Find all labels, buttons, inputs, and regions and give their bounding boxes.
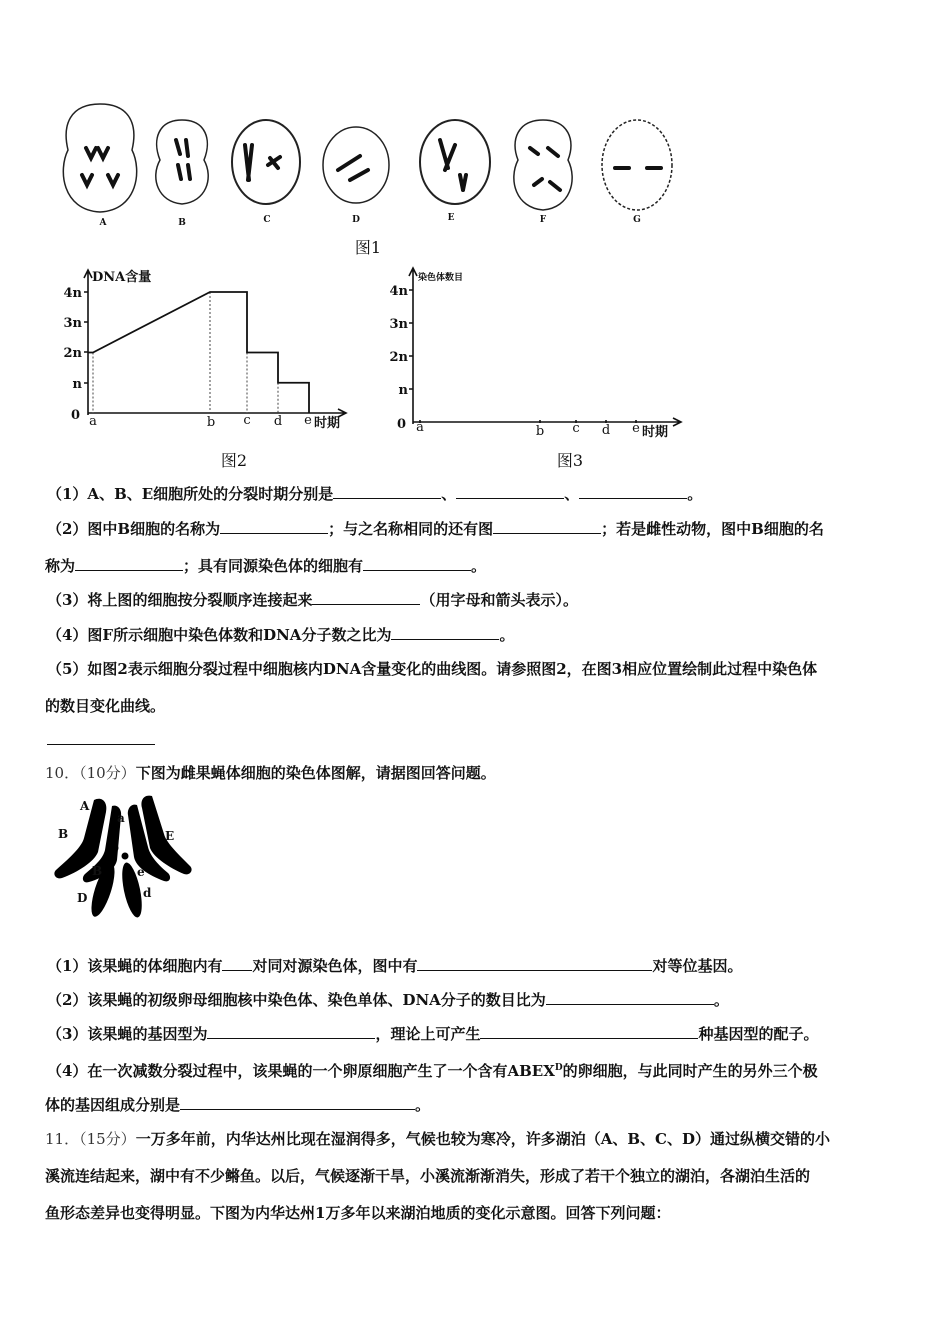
fig3-ytick: 0: [396, 417, 406, 432]
fig2-ytick: 2n: [63, 346, 82, 361]
answer-blank[interactable]: [391, 625, 499, 640]
q9-item-2-cont: 称为 ；具有同源染色体的细胞有 。: [45, 557, 487, 575]
answer-blank[interactable]: [222, 956, 252, 971]
answer-blank[interactable]: [579, 484, 687, 499]
fig2-ytick: n: [72, 377, 82, 392]
q10-item-3: （3）该果蝇的基因型为 ，理论上可产生 种基因型的配子。: [47, 1025, 819, 1043]
cell-label-d: D: [352, 215, 360, 225]
fig3-ytick: n: [398, 383, 408, 398]
gene-label: B: [58, 827, 69, 841]
gene-label: B: [92, 864, 103, 878]
answer-blank[interactable]: [180, 1095, 415, 1110]
q10-item-4: （4）在一次减数分裂过程中，该果蝇的一个卵原细胞产生了一个含有$ABEX^D$的卵细胞，与此同时产生的另外三个极: [47, 1062, 818, 1080]
fig2-xtick: e: [304, 413, 312, 428]
q9-item-1: （1）A、B、E细胞所处的分裂时期分别是 、 、 。: [47, 485, 703, 503]
answer-blank[interactable]: [480, 1024, 698, 1039]
fig3-xtick: b: [535, 424, 545, 439]
q11-line-1: 11．（15分）一万多年前，内华达州比现在湿润得多，气候也较为寒冷，许多湖泊（A、B、C、D）通过纵横交错的小: [45, 1130, 830, 1148]
q9-item-4: （4）图F所示细胞中染色体数和DNA分子数之比为 。: [47, 626, 515, 644]
gene-label: e: [137, 865, 145, 879]
fig3-ytick: 2n: [389, 350, 408, 365]
answer-blank[interactable]: [363, 556, 471, 571]
figure-1-caption: 图1: [354, 238, 382, 257]
fig3-xtick: a: [416, 420, 424, 435]
q10-item-1: （1）该果蝇的体细胞内有 对同对源染色体，图中有 对等位基因。: [47, 957, 743, 975]
figure-2-caption: 图2: [220, 451, 248, 470]
q10-item-2: （2）该果蝇的初级卵母细胞核中染色体、染色单体、DNA分子的数目比为 。: [47, 991, 729, 1009]
fig3-xtick: e: [632, 421, 640, 436]
answer-blank[interactable]: [207, 1024, 375, 1039]
q9-item-5-cont: 的数目变化曲线。: [45, 697, 166, 715]
fig3-xtick: c: [572, 421, 580, 436]
fig2-y-label: DNA含量: [92, 270, 152, 285]
gene-label: A: [80, 799, 90, 813]
answer-blank[interactable]: [456, 484, 564, 499]
fig2-xtick: a: [89, 414, 97, 429]
figure-3-caption: 图3: [556, 451, 584, 470]
gene-label: E: [165, 829, 175, 843]
gene-label: D: [77, 891, 88, 905]
answer-blank[interactable]: [333, 484, 441, 499]
cell-label-b: B: [178, 218, 186, 228]
q9-item-3: （3）将上图的细胞按分裂顺序连接起来 （用字母和箭头表示）。: [47, 591, 578, 609]
q11-line-2: 溪流连结起来，湖中有不少鳉鱼。以后，气候逐渐干旱，小溪流渐渐消失，形成了若干个独立的湖泊，各湖泊生活的: [45, 1167, 811, 1185]
answer-blank[interactable]: [493, 519, 601, 534]
fig2-ytick: 3n: [63, 316, 82, 331]
q10-title: 10．（10分）下图为雌果蝇体细胞的染色体图解，请据图回答问题。: [45, 764, 496, 782]
fig2-xtick: c: [243, 413, 251, 428]
cell-label-a: A: [99, 218, 107, 228]
q10-item-4-cont: 体的基因组成分别是 。: [45, 1096, 431, 1114]
fig2-xtick: b: [206, 415, 216, 430]
gene-label: d: [143, 886, 152, 900]
fig2-x-label: 时期: [314, 416, 341, 431]
cell-label-f: F: [539, 215, 547, 225]
fig3-y-axis: [409, 268, 417, 424]
fig3-x-label: 时期: [642, 425, 669, 440]
fruit-fly-chromosome-diagram: [0, 0, 300, 930]
fig2-xtick: d: [273, 414, 283, 429]
q9-item-5: （5）如图2表示细胞分裂过程中细胞核内DNA含量变化的曲线图。请参照图2，在图3相应位置绘制此过程中染色体: [47, 660, 818, 678]
cell-label-g: G: [633, 215, 641, 225]
gene-label: a: [117, 811, 125, 825]
fig3-ytick: 4n: [389, 284, 408, 299]
fig3-xtick: d: [601, 423, 611, 438]
q9-item-2: （2）图中B细胞的名称为 ；与之名称相同的还有图 ；若是雌性动物，图中B细胞的名: [47, 520, 824, 538]
answer-blank[interactable]: [312, 590, 420, 605]
fig2-ytick: 0: [70, 408, 80, 423]
answer-blank[interactable]: [546, 990, 714, 1005]
cell-label-c: C: [263, 215, 271, 225]
fig3-x-axis: [413, 418, 681, 426]
fig3-ytick: 3n: [389, 317, 408, 332]
fig3-y-label: 染色体数目: [418, 273, 464, 283]
cell-label-e: E: [447, 213, 455, 223]
answer-blank[interactable]: [417, 956, 652, 971]
q11-line-3: 鱼形态差异也变得明显。下图为内华达州1万多年以来湖泊地质的变化示意图。回答下列问题：: [45, 1204, 671, 1222]
fig2-ytick: 4n: [63, 286, 82, 301]
